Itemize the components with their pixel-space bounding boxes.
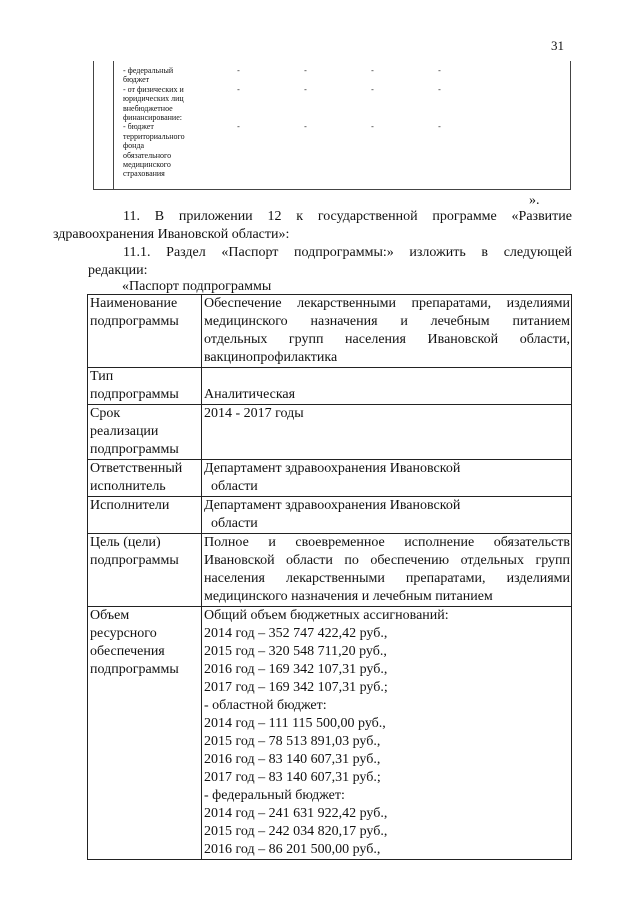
label-line: Ответственный [90,461,183,476]
row-label: внебюджетное [123,103,173,113]
table-column-divider [113,61,114,189]
label-line: Срок [90,406,121,421]
passport-field-value [202,405,572,460]
passport-field-value [202,534,572,607]
passport-field-value [202,460,572,497]
value-line: Ивановской области по обеспечению отдельных групп [204,553,570,568]
passport-field-value [202,368,572,405]
table-row [88,534,572,607]
value-line: 2015 год – 242 034 820,17 руб., [204,824,388,839]
value-line: 2015 год – 78 513 891,03 руб., [204,734,381,749]
table-row [123,85,568,94]
value-line: 2014 год – 111 115 500,00 руб., [204,716,386,731]
label-line: подпрограммы [90,442,179,457]
label-line: Наименование [90,296,178,311]
row-value: - [237,66,240,75]
row-label: медицинского [123,160,171,170]
passport-field-label [88,368,202,405]
value-line: области [211,516,258,531]
row-value: - [371,84,374,94]
value-line: Департамент здравоохранения Ивановской [204,461,461,476]
value-line: 2016 год – 83 140 607,31 руб., [204,752,381,767]
value-line: Общий объем бюджетных ассигнований: [204,608,449,623]
table-row [88,405,572,460]
value-line: Полное и своевременное исполнение обязательств [204,535,570,550]
table-row [123,141,568,150]
label-line: Тип [90,369,114,384]
paragraph-11-1-line-1: 11.1. Раздел «Паспорт подпрограммы:» изложить в следующей [123,245,572,260]
passport-field-value [202,497,572,534]
table-row [123,169,568,178]
value-line: отдельных групп населения Ивановской области, [204,332,570,347]
row-label: обязательного [123,150,172,160]
table-row [88,295,572,368]
row-label: - федеральный [123,66,174,75]
row-label: страхования [123,169,165,179]
label-line: Цель (цели) [90,535,161,550]
page-number: 31 [551,38,564,53]
table-row [123,132,568,141]
paragraph-11-1 [88,244,572,280]
label-line: подпрограммы [90,314,179,329]
closing-quote: ». [529,193,540,208]
passport-field-label [88,534,202,607]
label-line: реализации [90,424,159,439]
row-value: - [371,122,374,132]
passport-field-value [202,607,572,860]
table-row [88,607,572,860]
row-value: - [438,84,441,94]
label-line: исполнитель [90,479,166,494]
label-line: Исполнители [90,498,170,513]
value-line: Департамент здравоохранения Ивановской [204,498,461,513]
paragraph-11-1-line-2: редакции: [88,263,148,278]
value-line: 2014 год – 352 747 422,42 руб., [204,626,388,641]
label-line: подпрограммы [90,662,179,677]
value-line: 2016 год – 86 201 500,00 руб., [204,842,381,857]
paragraph-11 [53,208,572,244]
row-label: фонда [123,141,145,151]
value-line: 2017 год – 169 342 107,31 руб.; [204,680,388,695]
row-label: территориального [123,131,185,141]
value-line: - областной бюджет: [204,698,327,713]
passport-field-label [88,497,202,534]
row-label: - бюджет [123,122,154,132]
value-line: 2014 год – 241 631 922,42 руб., [204,806,388,821]
table-row [123,113,568,122]
value-line: области [211,479,258,494]
row-label: бюджет [123,75,150,85]
table-row [123,151,568,160]
row-value: - [237,84,240,94]
paragraph-11-line-1: 11. В приложении 12 к государственной программе «Развитие [123,209,572,224]
row-value: - [304,122,307,132]
value-line [204,368,570,386]
value-line: 2016 год – 169 342 107,31 руб., [204,662,388,677]
funding-table-rows [123,66,568,179]
table-row [88,497,572,534]
row-value: - [304,84,307,94]
table-row [123,75,568,84]
funding-table-fragment [93,61,571,190]
table-row [123,66,568,75]
row-label: финансирование: [123,113,182,123]
value-line: Аналитическая [204,387,296,402]
row-value: - [438,66,441,75]
label-line: Объем [90,608,130,623]
table-row [88,460,572,497]
table-row [123,104,568,113]
passport-title: «Паспорт подпрограммы [122,279,272,294]
row-value: - [237,122,240,132]
row-label: - от физических и [123,84,184,94]
label-line: ресурсного [90,626,157,641]
value-line: населения лекарственными препаратами, изделиями [204,571,570,586]
label-line: подпрограммы [90,553,179,568]
row-label: юридических лиц [123,94,184,104]
label-line: подпрограммы [90,387,179,402]
value-line: медицинского назначения и лечебным питанием [204,314,570,329]
row-value: - [438,122,441,132]
value-line: - федеральный бюджет: [204,788,345,803]
row-value: - [371,66,374,75]
passport-field-label [88,405,202,460]
table-row [123,160,568,169]
label-line: обеспечения [90,644,165,659]
passport-field-value [202,295,572,368]
table-row [123,122,568,131]
passport-field-label [88,460,202,497]
value-line: 2017 год – 83 140 607,31 руб.; [204,770,381,785]
subprogram-passport-table [87,294,572,860]
paragraph-11-line-2: здравоохранения Ивановской области»: [53,227,290,242]
value-line: Обеспечение лекарственными препаратами, изделиями [204,296,570,311]
value-line: 2014 - 2017 годы [204,406,304,421]
passport-field-label [88,295,202,368]
value-line: вакцинопрофилактика [204,350,338,365]
value-line: медицинского назначения и лечебным питанием [204,589,493,604]
row-value: - [304,66,307,75]
value-line: 2015 год – 320 548 711,20 руб., [204,644,387,659]
passport-field-label [88,607,202,860]
table-row [88,368,572,405]
table-row [123,94,568,103]
